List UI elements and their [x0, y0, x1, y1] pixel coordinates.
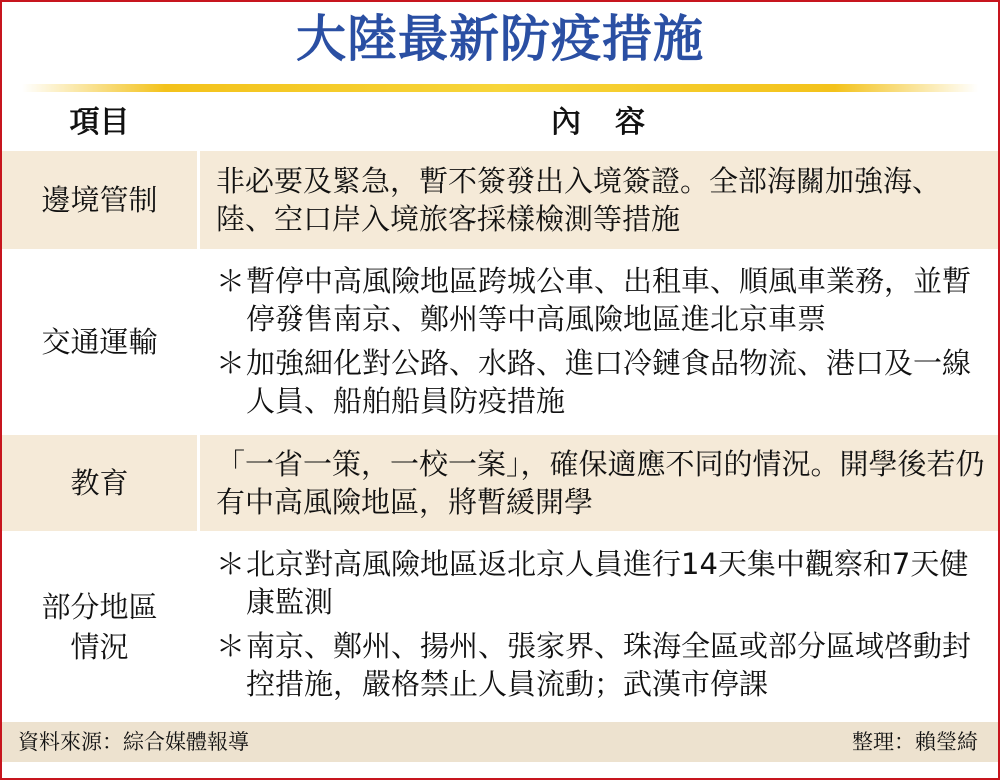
editor-note: 整理：賴瑩綺	[852, 730, 978, 754]
row-category: 交通運輸	[41, 325, 158, 359]
row-category: 邊境管制	[41, 183, 158, 217]
bullet-item	[216, 627, 986, 703]
source-note: 資料來源：綜合媒體報導	[18, 730, 249, 754]
bullet-item	[216, 344, 986, 420]
bullet-star-icon: ＊	[216, 629, 246, 663]
header-item: 項目	[69, 105, 130, 140]
bullet-text: 加強細化對公路、水路、進口冷鏈食品物流、港口及一線人員、船舶船員防疫措施	[246, 346, 972, 418]
bullet-item	[216, 545, 986, 621]
bullet-item	[216, 262, 986, 338]
row-content: 「一省一策，一校一案」，確保適應不同的情況。開學後若仍有中高風險地區，將暫緩開學	[216, 447, 985, 519]
bullet-text: 南京、鄭州、揚州、張家界、珠海全區或部分區域啓動封控措施，嚴格禁止人員流動；武漢市停課	[246, 629, 972, 701]
row-category-line: 部分地區	[41, 589, 158, 624]
table-row-education	[2, 435, 998, 531]
row-category-line: 情況	[70, 629, 129, 664]
table-row-regional	[2, 533, 998, 720]
bullet-star-icon: ＊	[216, 264, 246, 298]
row-category	[2, 533, 197, 720]
table-row-transport	[2, 251, 998, 433]
gold-divider	[22, 84, 978, 92]
header-content: 內 容	[551, 105, 647, 140]
table-row-border-control	[2, 151, 998, 249]
bullet-text: 北京對高風險地區返北京人員進行14天集中觀察和7天健康監測	[246, 547, 969, 619]
bullet-star-icon: ＊	[216, 346, 246, 380]
table-header	[2, 97, 998, 149]
row-content	[216, 545, 986, 703]
footer-bar	[2, 722, 998, 762]
bullet-star-icon: ＊	[216, 547, 246, 581]
bullet-text: 暫停中高風險地區跨城公車、出租車、順風車業務，並暫停發售南京、鄭州等中高風險地區進北京車票	[246, 264, 972, 336]
row-content: 非必要及緊急，暫不簽發出入境簽證。全部海關加強海、陸、空口岸入境旅客採樣檢測等措施	[216, 164, 942, 236]
page-title: 大陸最新防疫措施	[296, 10, 704, 68]
row-category: 教育	[70, 466, 129, 500]
row-content	[216, 262, 986, 420]
column-divider	[197, 97, 200, 720]
